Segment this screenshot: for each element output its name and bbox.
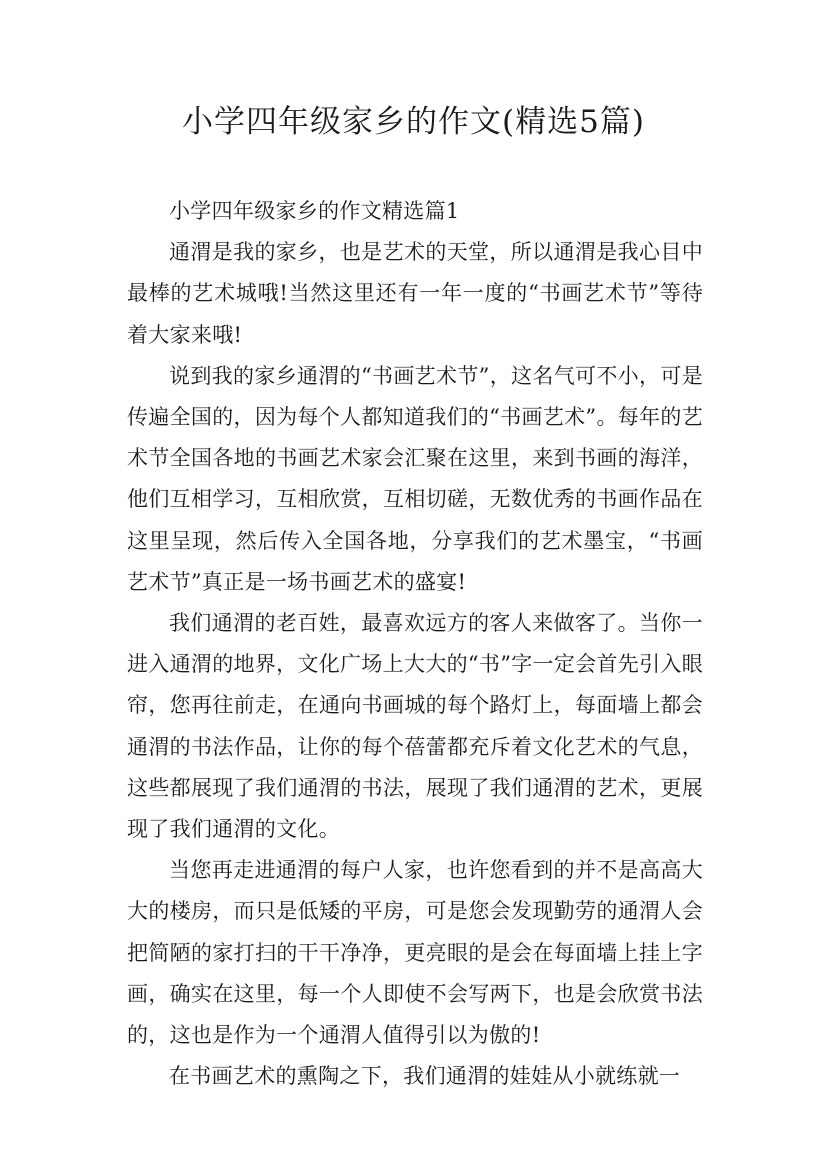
document-title: 小学四年级家乡的作文(精选5篇) bbox=[182, 104, 645, 140]
section-heading: 小学四年级家乡的作文精选篇1 bbox=[169, 199, 460, 223]
paragraph-2: 说到我的家乡通渭的“书画艺术节”，这名气可不小，可是传遍全国的，因为每个人都知道我们的“书画艺术”。每年的艺术节全国各地的书画艺术家会汇聚在这里，来到书画的海洋，他们互相学习，互相欣赏，互相切磋，无数优秀的书画作品在这里呈现，然后传入全国各地，分享我们的艺术墨宝，“书画艺术节”真正是一场书画艺术的盛宴! bbox=[127, 363, 703, 594]
paragraph-1: 通渭是我的家乡，也是艺术的天堂，所以通渭是我心目中最棒的艺术城哦!当然这里还有一年一度的“书画艺术节”等待着大家来哦! bbox=[127, 240, 703, 347]
document-body bbox=[127, 191, 703, 1097]
paragraph-4: 当您再走进通渭的每户人家，也许您看到的并不是高高大大的楼房，而只是低矮的平房，可是您会发现勤劳的通渭人会把简陋的家打扫的干干净净，更亮眼的是会在每面墙上挂上字画，确实在这里，每一个人即使不会写两下，也是会欣赏书法的，这也是作为一个通渭人值得引以为傲的! bbox=[127, 858, 703, 1048]
paragraph-5: 在书画艺术的熏陶之下，我们通渭的娃娃从小就练就一 bbox=[169, 1064, 681, 1089]
paragraph-3: 我们通渭的老百姓，最喜欢远方的客人来做客了。当你一进入通渭的地界，文化广场上大大的“书”字一定会首先引入眼帘，您再往前走，在通向书画城的每个路灯上，每面墙上都会通渭的书法作品，让你的每个蓓蕾都充斥着文化艺术的气息，这些都展现了我们通渭的书法，展现了我们通渭的艺术，更展现了我们通渭的文化。 bbox=[127, 611, 703, 842]
